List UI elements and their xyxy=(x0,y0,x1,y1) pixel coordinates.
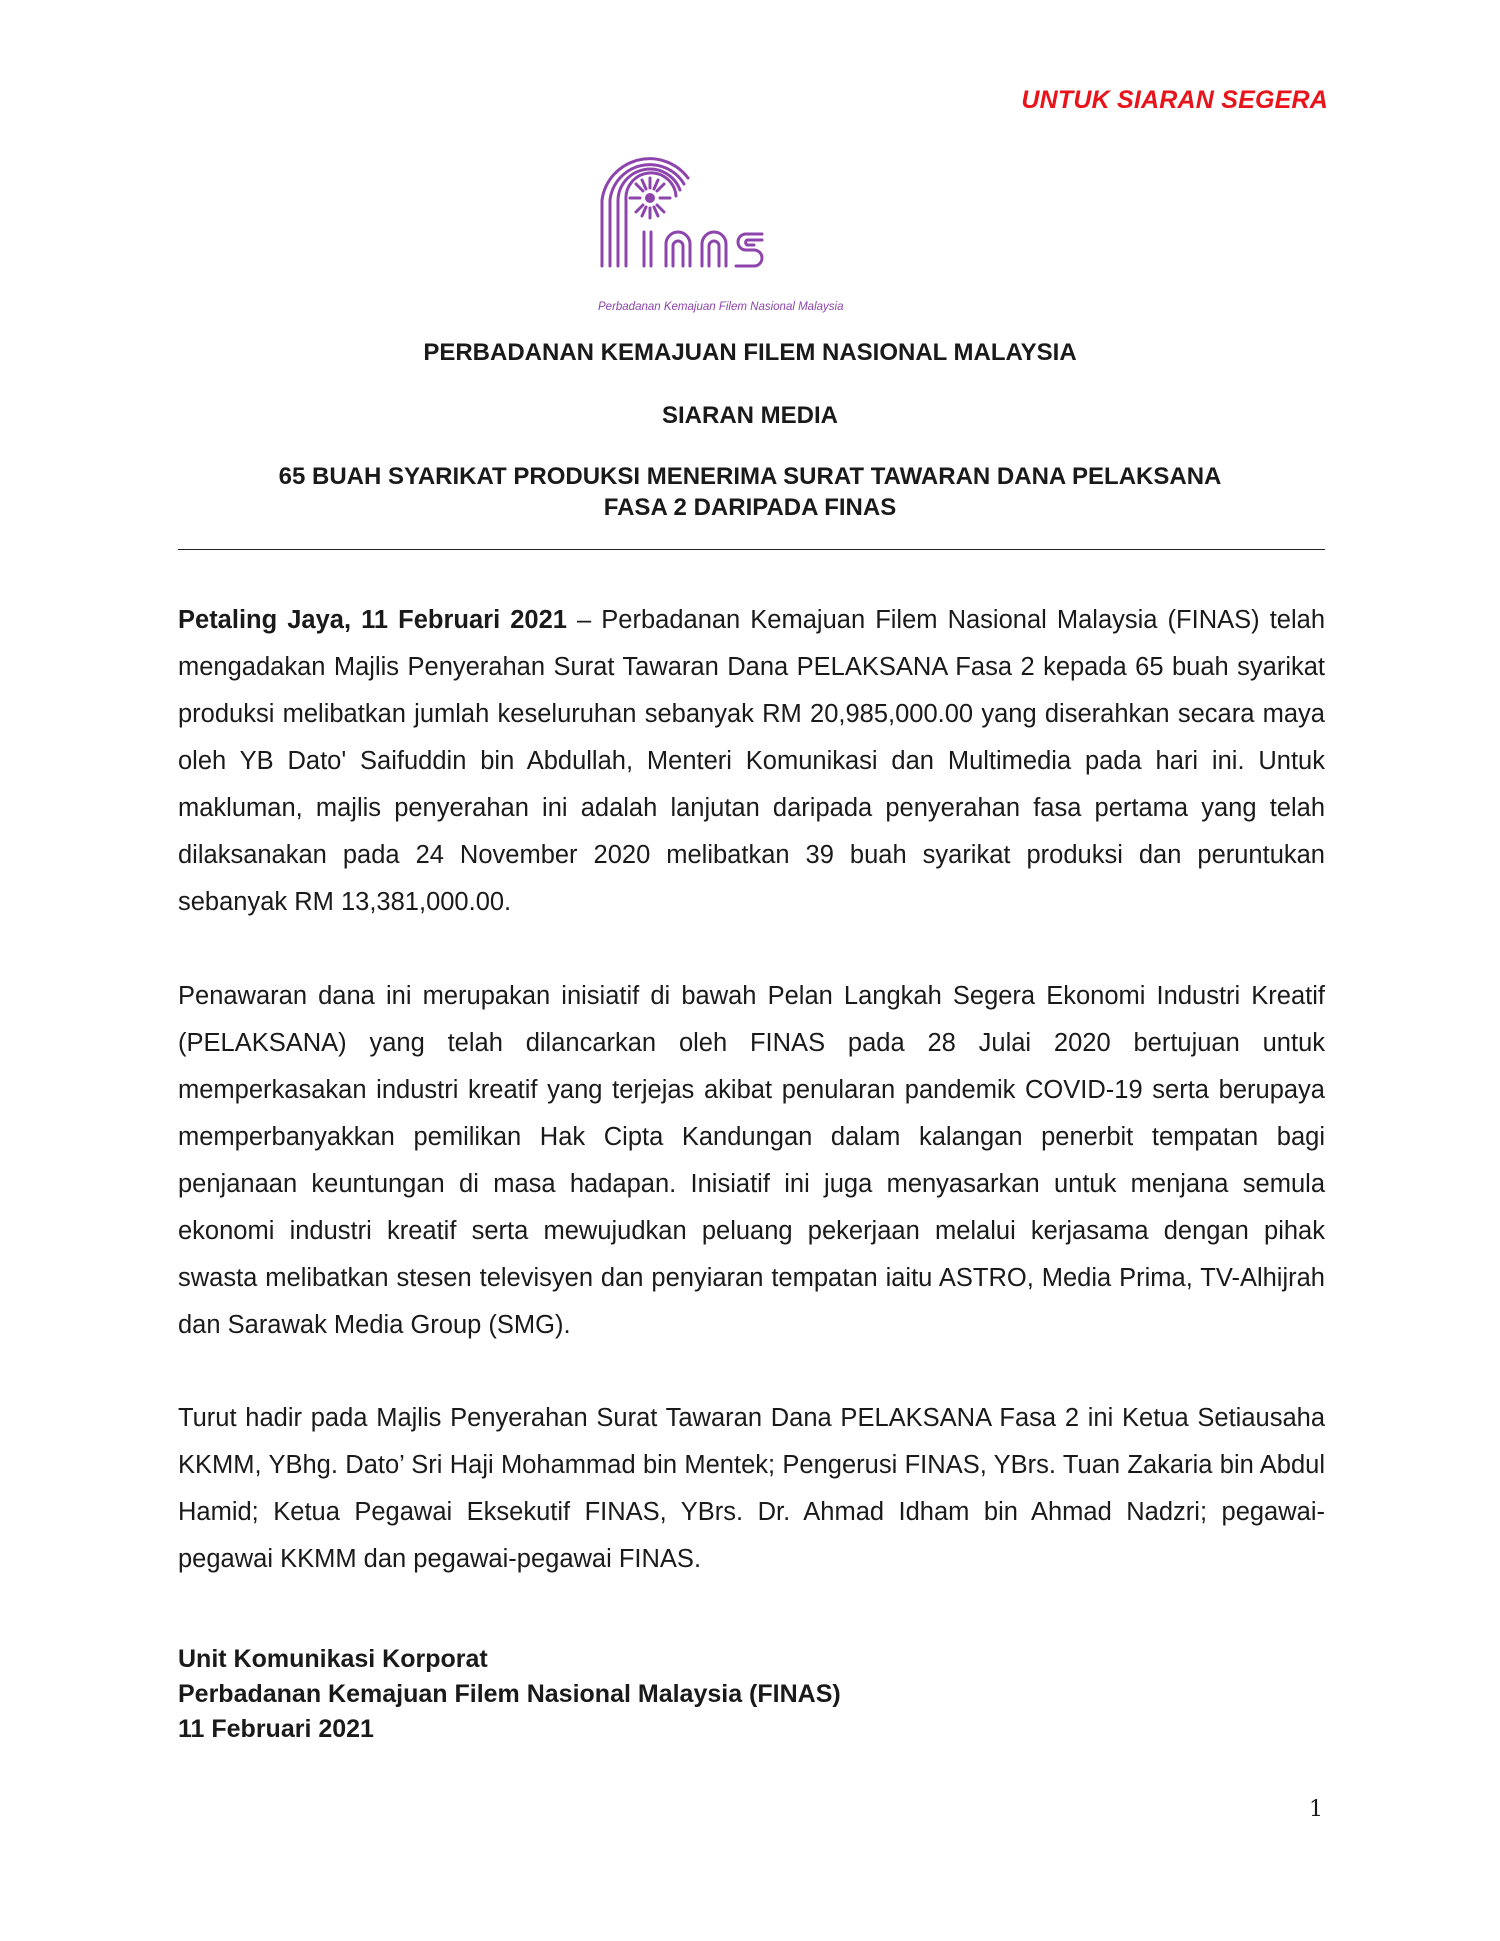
page-number: 1 xyxy=(1309,1797,1323,1822)
signature-block xyxy=(178,1642,841,1747)
title-line-1: 65 BUAH SYARIKAT PRODUKSI MENERIMA SURAT TAWARAN DANA PELAKSANA xyxy=(278,463,1222,490)
paragraph-1 xyxy=(178,597,1325,926)
signature-unit: Unit Komunikasi Korporat xyxy=(178,1645,488,1673)
paragraph-1-text: – Perbadanan Kemajuan Filem Nasional Malaysia (FINAS) telah mengadakan Majlis Penyerahan Surat Tawaran Dana PELAKSANA Fasa 2 kepada 65 buah syarikat produksi melibatkan jumlah keseluruhan sebanyak RM 20,985,000.00 yang diserahkan secara maya oleh YB Dato' Saifuddin bin Abdullah, Menteri Komunikasi dan Multimedia pada hari ini. Untuk makluman, majlis penyerahan ini adalah lanjutan daripada penyerahan fasa pertama yang telah dilaksanakan pada 24 November 2020 melibatkan 39 buah syarikat produksi dan peruntukan sebanyak RM 13,381,000.00. xyxy=(178,606,1325,916)
logo-tagline: Perbadanan Kemajuan Filem Nasional Malaysia xyxy=(598,301,844,313)
dateline: Petaling Jaya, 11 Februari 2021 xyxy=(178,606,567,634)
press-release-title xyxy=(0,461,1500,523)
organization-heading: PERBADANAN KEMAJUAN FILEM NASIONAL MALAYSIA xyxy=(423,339,1077,366)
title-line-2: FASA 2 DARIPADA FINAS xyxy=(603,494,897,521)
media-label: SIARAN MEDIA xyxy=(661,402,838,429)
paragraph-2: Penawaran dana ini merupakan inisiatif di bawah Pelan Langkah Segera Ekonomi Industri Kreatif (PELAKSANA) yang telah dilancarkan oleh FINAS pada 28 Julai 2020 bertujuan untuk memperkasakan industri kreatif yang terjejas akibat penularan pandemik COVID-19 serta berupaya memperbanyakkan pemilikan Hak Cipta Kandungan dalam kalangan penerbit tempatan bagi penjanaan keuntungan di masa hadapan. Inisiatif ini juga menyasarkan untuk menjana semula ekonomi industri kreatif serta mewujudkan peluang pekerjaan melalui kerjasama dengan pihak swasta melibatkan stesen televisyen dan penyiaran tempatan iaitu ASTRO, Media Prima, TV-Alhijrah dan Sarawak Media Group (SMG). xyxy=(178,982,1325,1339)
signature-date: 11 Februari 2021 xyxy=(178,1715,374,1743)
finas-logo xyxy=(590,148,910,328)
release-tag: UNTUK SIARAN SEGERA xyxy=(1021,86,1328,114)
signature-organization: Perbadanan Kemajuan Filem Nasional Malaysia (FINAS) xyxy=(178,1680,841,1708)
title-divider xyxy=(178,549,1325,550)
paragraph-3: Turut hadir pada Majlis Penyerahan Surat Tawaran Dana PELAKSANA Fasa 2 ini Ketua Setiausaha KKMM, YBhg. Dato’ Sri Haji Mohammad bin Mentek; Pengerusi FINAS, YBrs. Tuan Zakaria bin Abdul Hamid; Ketua Pegawai Eksekutif FINAS, YBrs. Dr. Ahmad Idham bin Ahmad Nadzri; pegawai-pegawai KKMM dan pegawai-pegawai FINAS. xyxy=(178,1404,1325,1573)
